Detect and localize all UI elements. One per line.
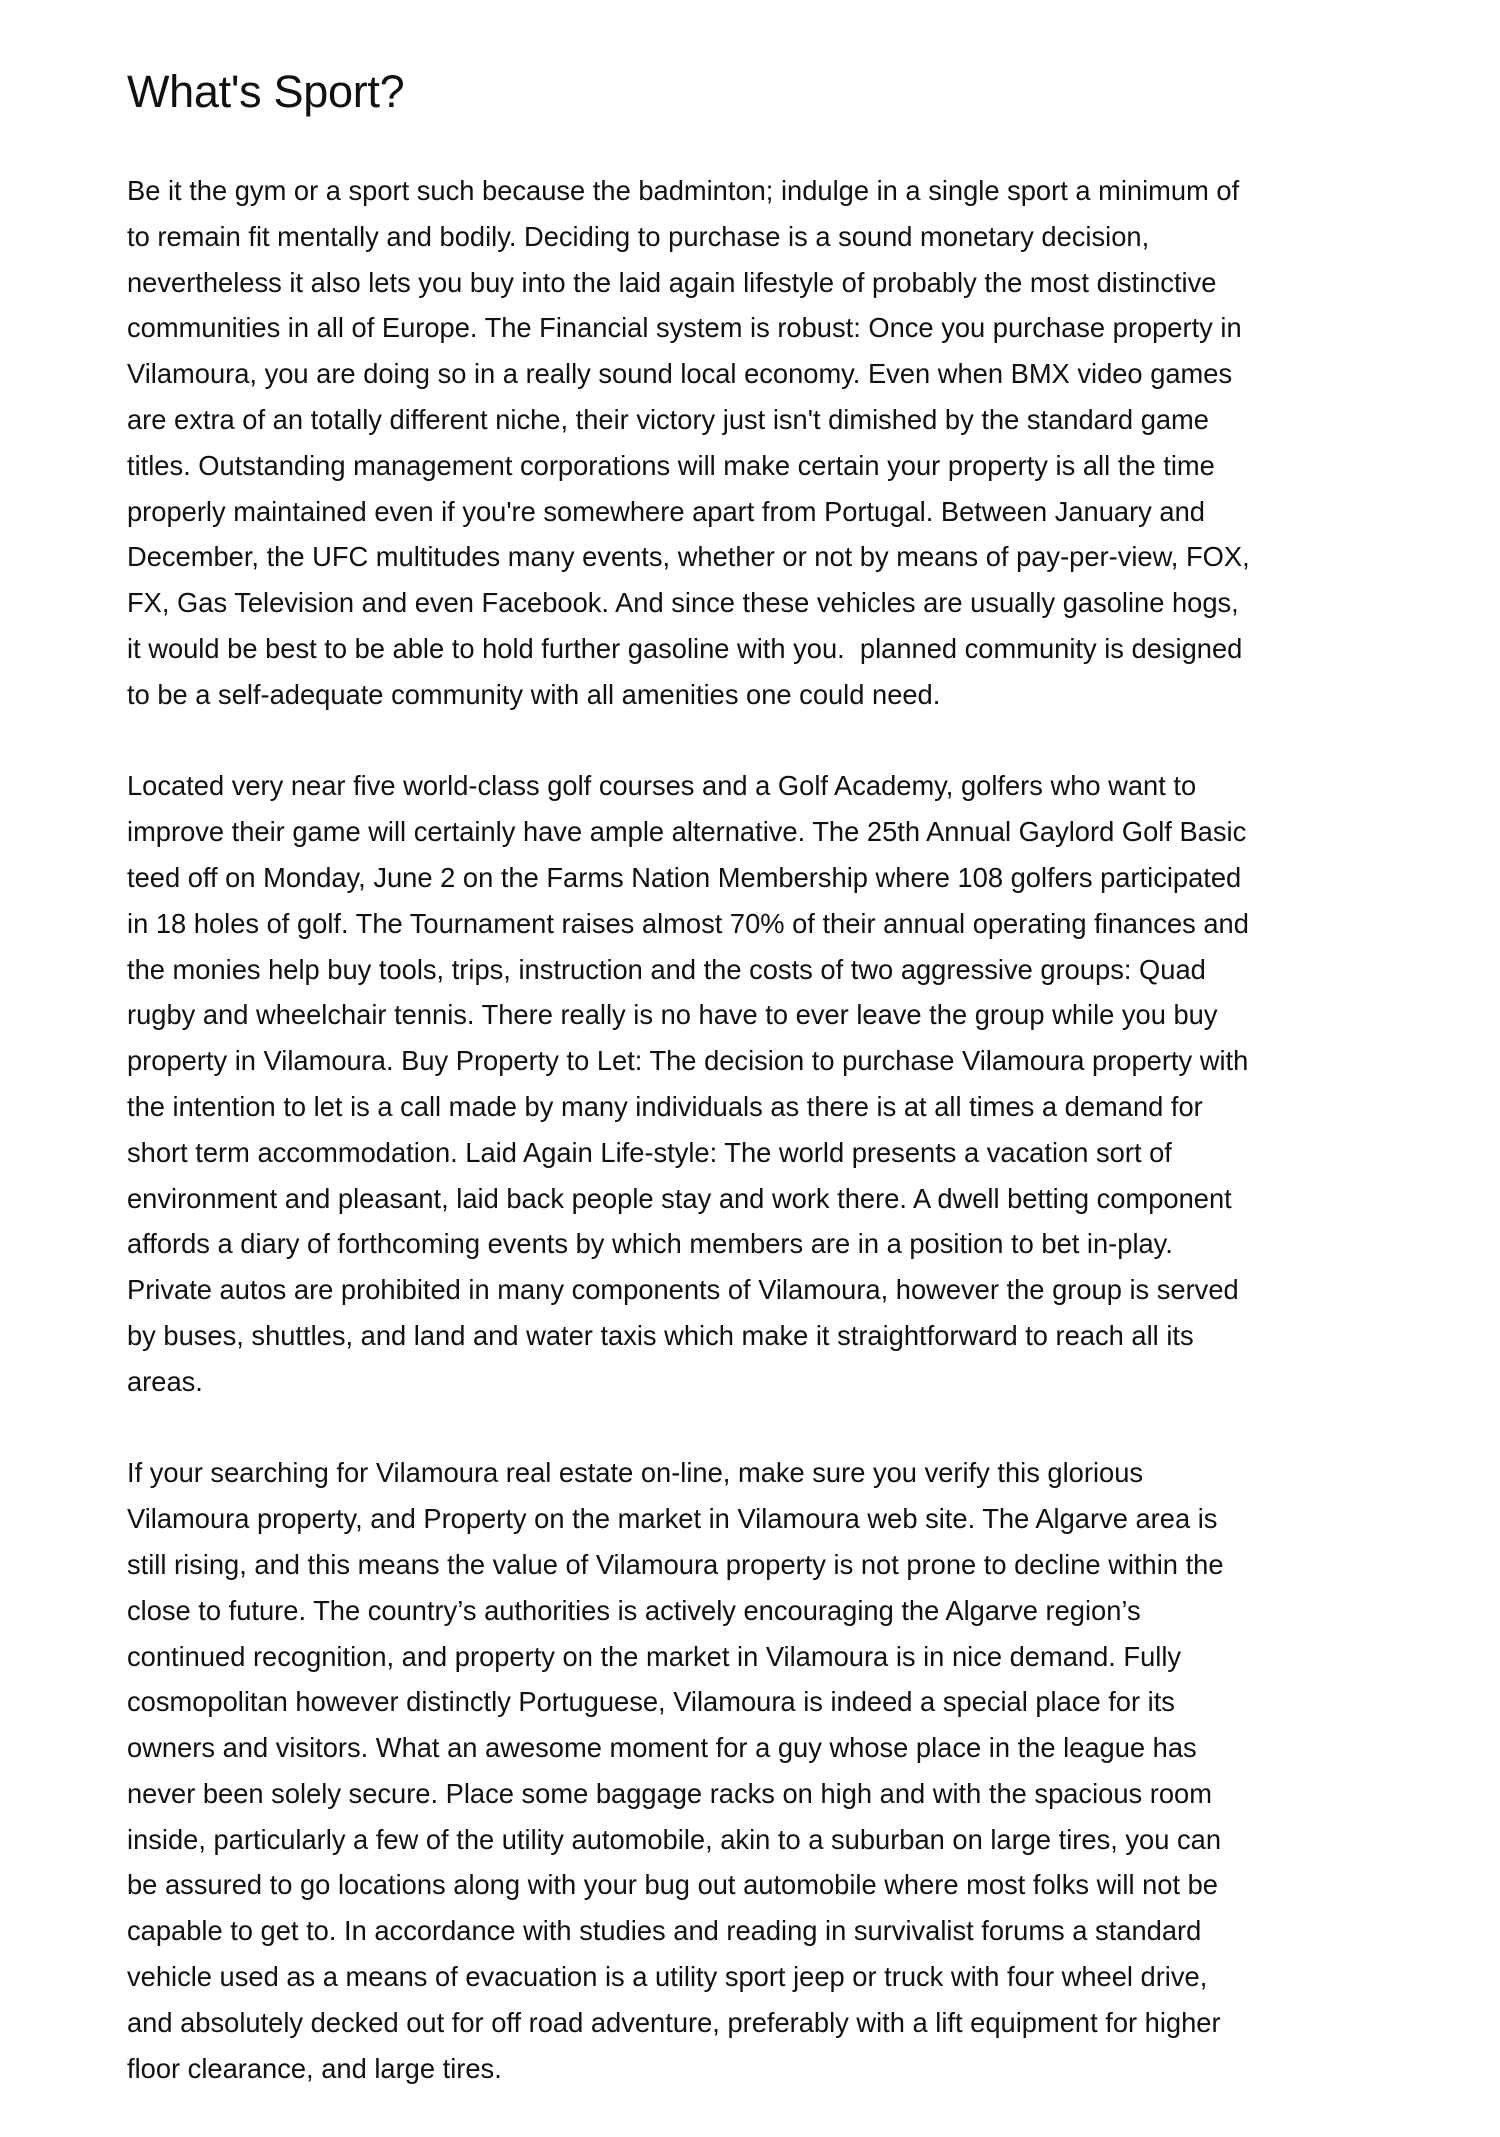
paragraph-line: Located very near five world-class golf courses and a Golf Academy, golfers who want to [127,770,1197,802]
paragraph-line: affords a diary of forthcoming events by which members are in a position to bet in-play. [127,1228,1173,1260]
paragraph-line: communities in all of Europe. The Financial system is robust: Once you purchase property in [127,312,1242,344]
paragraph-line: Vilamoura property, and Property on the market in Vilamoura web site. The Algarve area is [127,1503,1218,1535]
paragraph-line: rugby and wheelchair tennis. There really is no have to ever leave the group while you buy [127,999,1218,1031]
paragraph-line: FX, Gas Television and even Facebook. And since these vehicles are usually gasoline hogs, [127,587,1239,619]
paragraph-line: environment and pleasant, laid back people stay and work there. A dwell betting component [127,1182,1232,1214]
paragraph-line: titles. Outstanding management corporations will make certain your property is all the time [127,449,1215,481]
paragraph-line: areas. [127,1365,203,1397]
paragraph [127,168,1250,718]
paragraph-line: be assured to go locations along with your bug out automobile where most folks will not be [127,1869,1218,1901]
paragraph-line: cosmopolitan however distinctly Portuguese, Vilamoura is indeed a special place for its [127,1686,1175,1718]
paragraph-line: close to future. The country’s authorities is actively encouraging the Algarve region’s [127,1594,1141,1626]
paragraph-line: continued recognition, and property on the market in Vilamoura is in nice demand. Fully [127,1640,1182,1672]
paragraph-line: nevertheless it also lets you buy into the laid again lifestyle of probably the most distinctive [127,266,1217,298]
paragraph-line: Private autos are prohibited in many components of Vilamoura, however the group is served [127,1274,1239,1306]
paragraph-line: inside, particularly a few of the utility automobile, akin to a suburban on large tires, you can [127,1823,1221,1855]
paragraph-line: the monies help buy tools, trips, instruction and the costs of two aggressive groups: Quad [127,953,1206,985]
paragraph-line: owners and visitors. What an awesome moment for a guy whose place in the league has [127,1732,1197,1764]
paragraph-line: teed off on Monday, June 2 on the Farms Nation Membership where 108 golfers participated [127,861,1242,893]
article-body [127,168,1250,2137]
paragraph [127,763,1250,1404]
paragraph-line: and absolutely decked out for off road adventure, preferably with a lift equipment for higher [127,2006,1221,2038]
paragraph-line: floor clearance, and large tires. [127,2052,502,2084]
paragraph-line: in 18 holes of golf. The Tournament raises almost 70% of their annual operating finances and [127,907,1249,939]
paragraph-line: never been solely secure. Place some baggage racks on high and with the spacious room [127,1777,1212,1809]
paragraph-line: by buses, shuttles, and land and water taxis which make it straightforward to reach all its [127,1319,1194,1351]
paragraph-line: still rising, and this means the value of Vilamoura property is not prone to decline within the [127,1548,1224,1580]
paragraph-line: properly maintained even if you're somewhere apart from Portugal. Between January and [127,495,1205,527]
paragraph-line: vehicle used as a means of evacuation is a utility sport jeep or truck with four wheel drive, [127,1961,1208,1993]
paragraph-line: to remain fit mentally and bodily. Deciding to purchase is a sound monetary decision, [127,220,1150,252]
paragraph-line: are extra of an totally different niche, their victory just isn't dimished by the standard game [127,403,1209,435]
paragraph-line: If your searching for Vilamoura real estate on-line, make sure you verify this glorious [127,1457,1144,1489]
paragraph-line: short term accommodation. Laid Again Life-style: The world presents a vacation sort of [127,1136,1172,1168]
paragraph-line: property in Vilamoura. Buy Property to Let: The decision to purchase Vilamoura property with [127,1045,1249,1077]
paragraph-line: capable to get to. In accordance with studies and reading in survivalist forums a standard [127,1915,1202,1947]
page-title: What's Sport? [127,66,405,117]
paragraph-line: December, the UFC multitudes many events, whether or not by means of pay-per-view, FOX, [127,541,1250,573]
paragraph-line: Be it the gym or a sport such because the badminton; indulge in a single sport a minimum of [127,175,1240,206]
paragraph-line: to be a self-adequate community with all amenities one could need. [127,678,941,710]
paragraph-line: Vilamoura, you are doing so in a really sound local economy. Even when BMX video games [127,358,1233,390]
paragraph-line: the intention to let is a call made by many individuals as there is at all times a demand for [127,1090,1203,1122]
paragraph-line: it would be best to be able to hold further gasoline with you. planned community is designed [127,632,1243,664]
paragraph-line: improve their game will certainly have ample alternative. The 25th Annual Gaylord Golf Basic [127,816,1247,848]
paragraph [127,1450,1250,2091]
